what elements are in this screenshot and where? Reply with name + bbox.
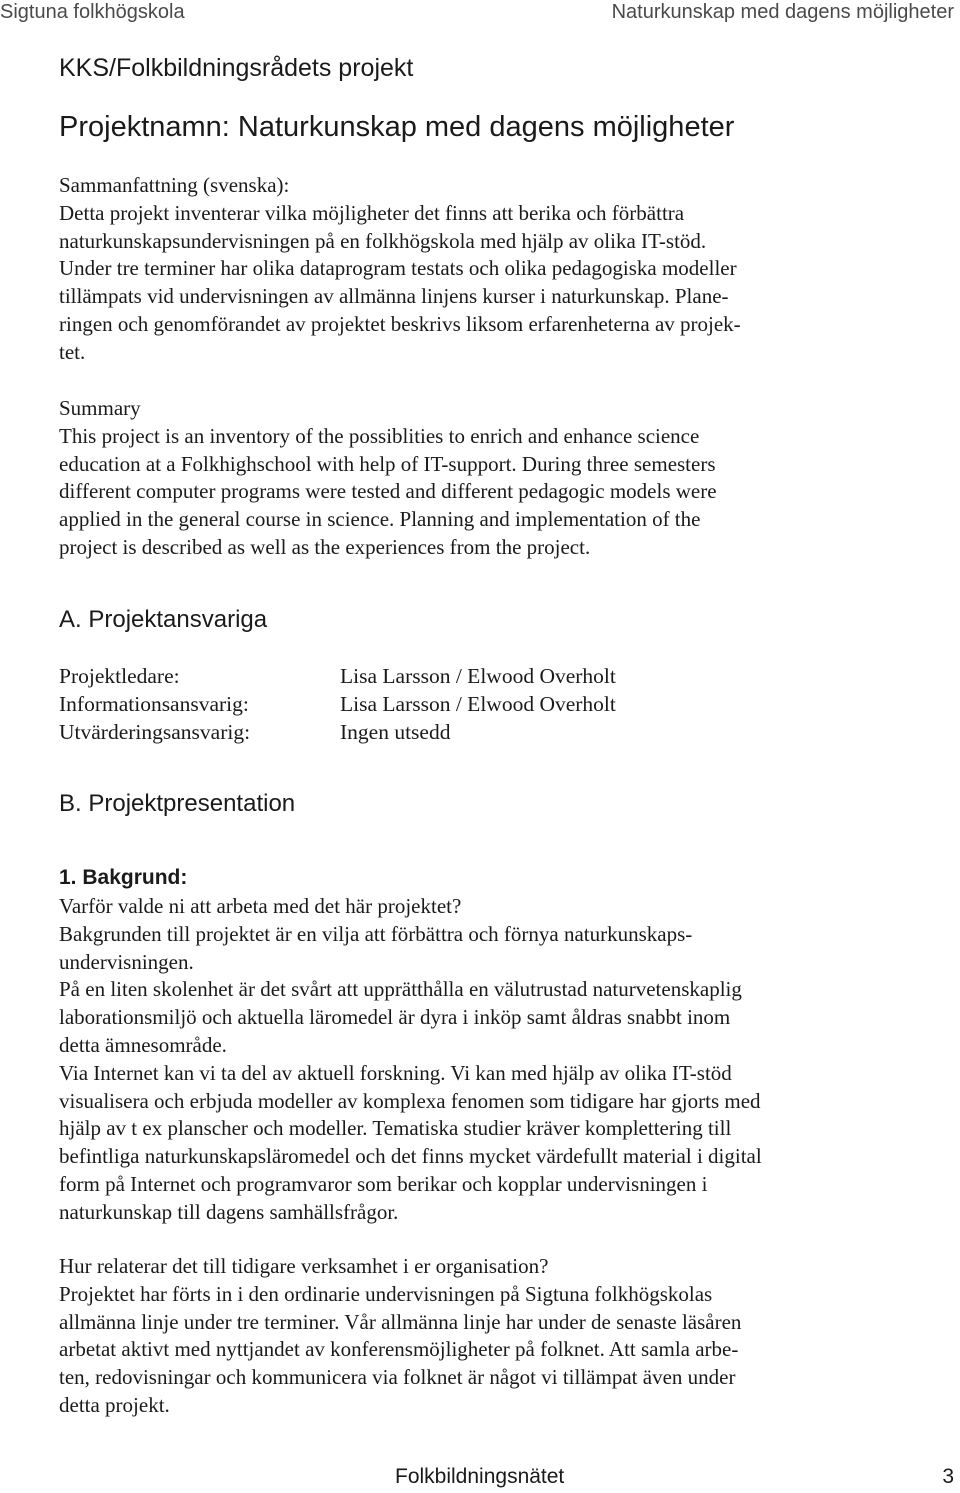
running-header-left: Sigtuna folkhögskola (0, 1, 185, 23)
responsible-label: Utvärderingsansvarig: (59, 720, 251, 744)
section-a-title: A. Projektansvariga (59, 606, 268, 633)
summary-sv-line: ringen och genomförandet av projektet beskrivs liksom erfarenheterna av projek- (59, 311, 741, 336)
text-line: arbetat aktivt med nyttjandet av konferensmöjligheter på folknet. Att samla arbe- (59, 1337, 739, 1362)
summary-sv-line: tet. (59, 339, 86, 364)
responsible-value: Lisa Larsson / Elwood Overholt (340, 692, 616, 716)
project-title: Projektnamn: Naturkunskap med dagens möjligheter (59, 111, 735, 143)
text-line: Via Internet kan vi ta del av aktuell forskning. Vi kan med hjälp av olika IT-stöd (59, 1060, 732, 1085)
summary-sv (59, 172, 919, 367)
text-line: ten, redovisningar och kommunicera via folknet är något vi tillämpat även under (59, 1365, 736, 1390)
responsible-value: Lisa Larsson / Elwood Overholt (340, 664, 616, 688)
responsible-row (59, 662, 759, 690)
text-line: detta projekt. (59, 1392, 170, 1417)
summary-sv-line: tillämpats vid undervisningen av allmänna linjens kurser i naturkunskap. Plane- (59, 284, 729, 309)
responsible-value: Ingen utsedd (340, 720, 451, 744)
text-line: visualisera och erbjuda modeller av komplexa fenomen som tidigare har gjorts med (59, 1088, 761, 1113)
text-line: befintliga naturkunskapsläromedel och det finns mycket värdefullt material i digital (59, 1144, 762, 1169)
page-number: 3 (942, 1465, 954, 1488)
text-line: form på Internet och programvaror som berikar och kopplar undervisningen i (59, 1171, 708, 1196)
summary-sv-line: Detta projekt inventerar vilka möjligheter det finns att berika och förbättra (59, 200, 685, 225)
responsible-row (59, 718, 759, 746)
summary-en (59, 395, 919, 562)
summary-sv-heading: Sammanfattning (svenska): (59, 173, 290, 197)
text-line: Projektet har förts in i den ordinarie undervisningen på Sigtuna folkhögskolas (59, 1281, 713, 1306)
footer-title: Folkbildningsnätet (395, 1465, 565, 1488)
responsible-row (59, 690, 759, 718)
section-b-title: B. Projektpresentation (59, 790, 296, 817)
summary-en-line: applied in the general course in science. Planning and implementation of the (59, 507, 701, 532)
org-title: KKS/Folkbildningsrådets projekt (59, 54, 414, 82)
text-line: Hur relaterar det till tidigare verksamhet i er organisation? (59, 1254, 549, 1278)
summary-en-heading: Summary (59, 396, 141, 420)
summary-en-line: This project is an inventory of the possiblities to enrich and enhance science (59, 423, 700, 448)
summary-en-line: project is described as well as the experiences from the project. (59, 534, 591, 559)
responsible-label: Projektledare: (59, 664, 180, 688)
text-line: detta ämnesområde. (59, 1032, 227, 1057)
responsible-label: Informationsansvarig: (59, 692, 249, 716)
subsection-title: 1. Bakgrund: (59, 866, 188, 889)
summary-sv-line: Under tre terminer har olika dataprogram testats och olika pedagogiska modeller (59, 256, 737, 281)
text-line: På en liten skolenhet är det svårt att upprätthålla en välutrustad naturvetenskaplig (59, 977, 742, 1002)
summary-en-line: different computer programs were tested and different pedagogic models were (59, 479, 717, 504)
running-header-right: Naturkunskap med dagens möjligheter (611, 1, 954, 23)
background-text (59, 893, 919, 1227)
organisation-text (59, 1253, 919, 1420)
summary-sv-line: naturkunskapsundervisningen på en folkhögskola med hjälp av olika IT-stöd. (59, 228, 707, 253)
text-line: hjälp av t ex planscher och modeller. Tematiska studier kräver komplettering till (59, 1116, 732, 1141)
text-line: undervisningen. (59, 949, 194, 974)
text-line: Varför valde ni att arbeta med det här projektet? (59, 894, 462, 918)
text-line: naturkunskap till dagens samhällsfrågor. (59, 1199, 399, 1224)
summary-en-line: education at a Folkhighschool with help of IT-support. During three semesters (59, 451, 716, 476)
text-line: Bakgrunden till projektet är en vilja att förbättra och förnya naturkunskaps- (59, 921, 693, 946)
text-line: allmänna linje under tre terminer. Vår allmänna linje har under de senaste läsåren (59, 1309, 742, 1334)
text-line: laborationsmiljö och aktuella läromedel är dyra i inköp samt åldras snabbt inom (59, 1005, 731, 1030)
